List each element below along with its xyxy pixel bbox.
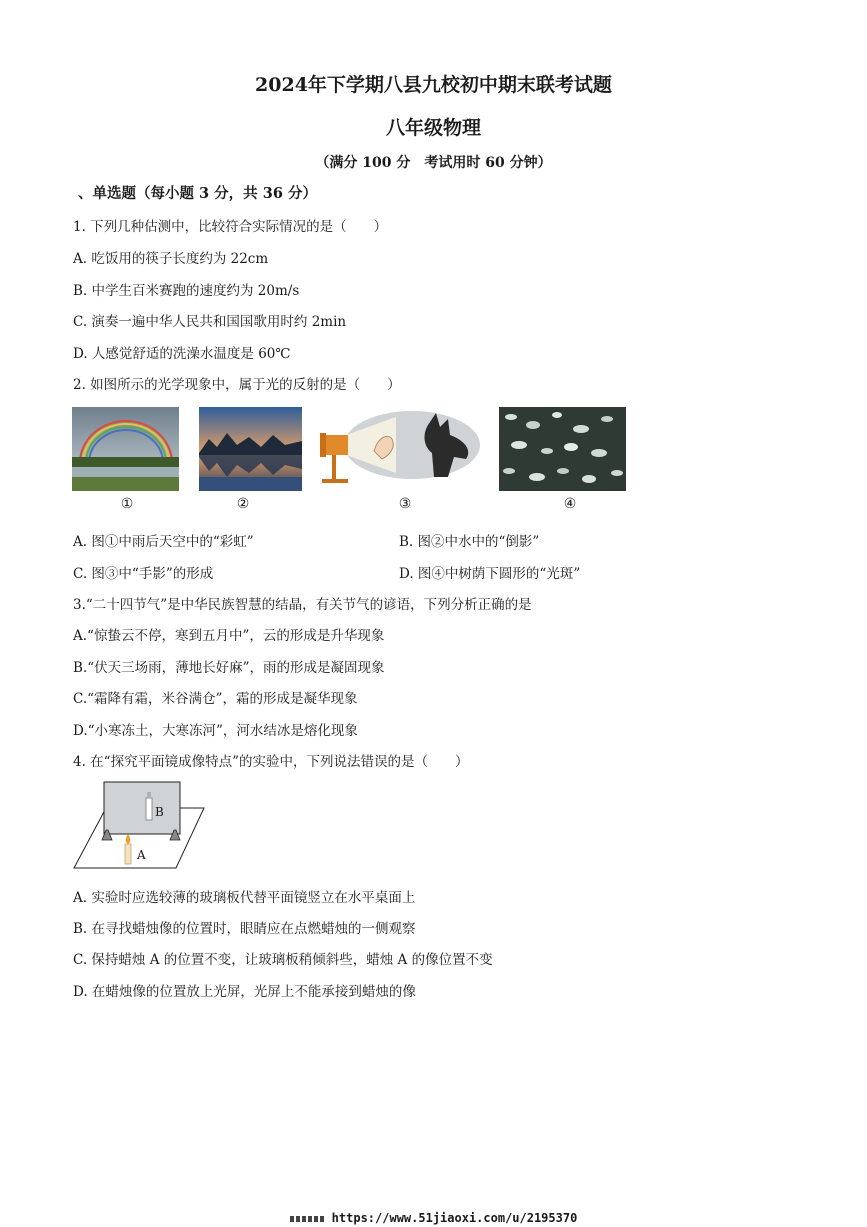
figure-label-4: ④ <box>563 496 577 512</box>
section-heading: 、单选题（每小题 3 分，共 36 分） <box>78 185 317 202</box>
question-3-option-c: C.“霜降有霜，米谷满仓”，霜的形成是凝华现象 <box>73 691 358 707</box>
question-1-stem: 1. 下列几种估测中，比较符合实际情况的是（ ） <box>73 219 388 235</box>
exam-title: 2024年下学期八县九校初中期末联考试题 <box>255 74 612 96</box>
footer <box>0 1211 867 1225</box>
question-1-option-d: D. 人感觉舒适的洗澡水温度是 60℃ <box>73 346 291 362</box>
question-2-option-a: A. 图①中雨后天空中的“彩虹” <box>73 534 254 550</box>
question-2-stem: 2. 如图所示的光学现象中，属于光的反射的是（ ） <box>73 377 401 393</box>
footer-url[interactable]: https://www.51jiaoxi.com/u/2195370 <box>331 1211 578 1225</box>
figure-label-3: ③ <box>398 496 412 512</box>
question-3-option-a: A.“惊蛰云不停，寒到五月中”，云的形成是升华现象 <box>73 628 385 644</box>
question-4-option-a: A. 实验时应选较薄的玻璃板代替平面镜竖立在水平桌面上 <box>73 890 416 906</box>
question-1-option-c: C. 演奏一遍中华人民共和国国歌用时约 2min <box>73 314 347 330</box>
exam-subject: 八年级物理 <box>385 117 481 139</box>
light-spots-photo <box>499 407 626 491</box>
reflection-photo <box>199 407 302 491</box>
question-4-option-c: C. 保持蜡烛 A 的位置不变，让玻璃板稍倾斜些，蜡烛 A 的像位置不变 <box>73 952 493 968</box>
question-3-stem: 3.“二十四节气”是中华民族智慧的结晶，有关节气的谚语，下列分析正确的是 <box>73 597 532 613</box>
question-2-option-b: B. 图②中水中的“倒影” <box>399 534 540 550</box>
plane-mirror-diagram <box>72 778 206 872</box>
candle-a-label: A <box>137 848 146 862</box>
figure-label-1: ① <box>120 496 134 512</box>
question-4-option-b: B. 在寻找蜡烛像的位置时，眼睛应在点燃蜡烛的一侧观察 <box>73 921 416 937</box>
question-3-option-b: B.“伏天三场雨，薄地长好麻”，雨的形成是凝固现象 <box>73 660 385 676</box>
question-2-option-c: C. 图③中“手影”的形成 <box>73 566 214 582</box>
rainbow-photo <box>72 407 179 491</box>
question-4-option-d: D. 在蜡烛像的位置放上光屏，光屏上不能承接到蜡烛的像 <box>73 984 416 1000</box>
figure-label-2: ② <box>236 496 250 512</box>
question-4-stem: 4. 在“探究平面镜成像特点”的实验中，下列说法错误的是（ ） <box>73 754 469 770</box>
candle-b-label: B <box>155 805 164 819</box>
question-1-option-a: A. 吃饭用的筷子长度约为 22cm <box>73 251 269 267</box>
question-3-option-d: D.“小寒冻土，大寒冻河”，河水结冰是熔化现象 <box>73 723 358 739</box>
exam-info: （满分 100 分 考试用时 60 分钟） <box>315 155 552 171</box>
site-logo-icon <box>290 1216 326 1222</box>
question-2-option-d: D. 图④中树荫下圆形的“光斑” <box>399 566 581 582</box>
question-1-option-b: B. 中学生百米赛跑的速度约为 20m/s <box>73 283 300 299</box>
hand-shadow-illustration <box>316 407 482 491</box>
